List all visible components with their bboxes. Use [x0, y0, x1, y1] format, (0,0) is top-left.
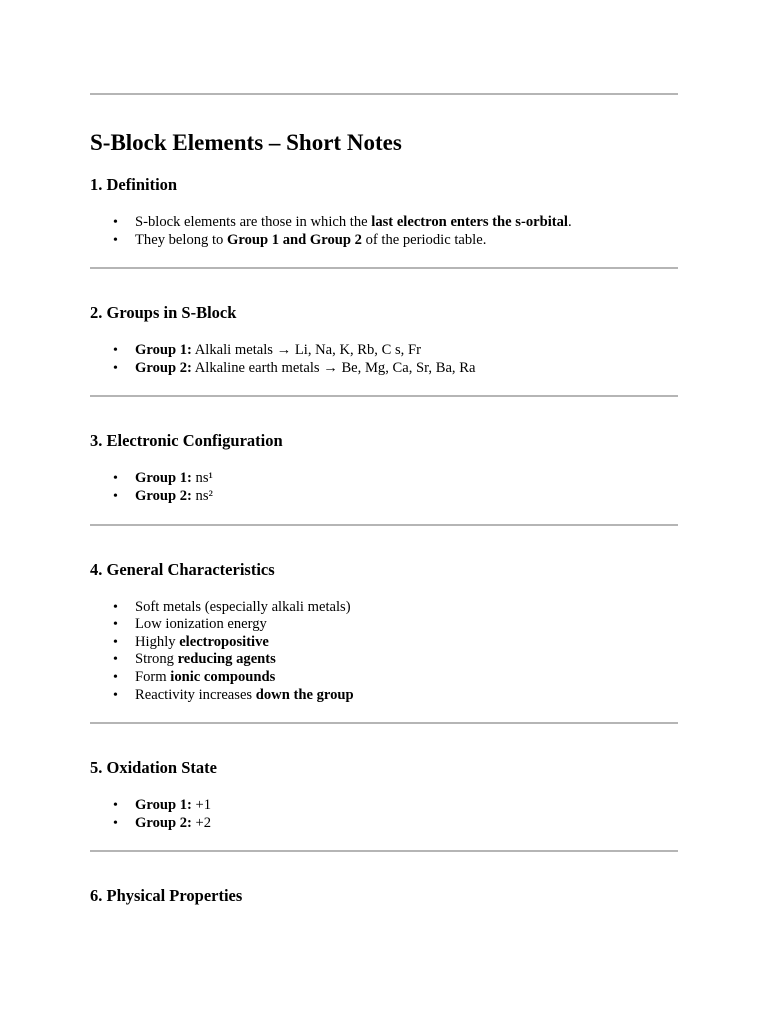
- item-text: Soft metals (especially alkali metals): [135, 598, 351, 615]
- item-text-suffix: ns²: [191, 487, 213, 504]
- item-text: Reactivity increases: [135, 686, 256, 703]
- item-text-suffix: Alkaline earth metals → Be, Mg, Ca, Sr, Ba, Ra: [191, 359, 476, 376]
- item-bold-text: reducing agents: [177, 651, 276, 668]
- list-item: [135, 599, 678, 617]
- section-heading: 1. Definition: [90, 175, 178, 194]
- item-bold-text: down the group: [255, 686, 354, 703]
- list-item: [135, 651, 678, 669]
- list-item: [135, 232, 678, 250]
- list-item: [135, 634, 678, 652]
- item-bold-text: ionic compounds: [170, 668, 276, 685]
- item-text-suffix: Alkali metals → Li, Na, K, Rb, C s, Fr: [191, 342, 421, 359]
- bullet-list: [90, 470, 678, 505]
- item-text: Highly: [135, 633, 180, 650]
- item-bold-text: Group 1 and Group 2: [227, 231, 362, 248]
- list-item: [135, 669, 678, 687]
- item-text: Form: [135, 668, 171, 685]
- item-bold-text: Group 1:: [135, 470, 192, 487]
- section-heading: 2. Groups in S-Block: [90, 303, 237, 323]
- item-text-suffix: +2: [191, 814, 212, 831]
- bullet-list: [90, 797, 678, 832]
- section-2: [90, 303, 678, 397]
- top-divider: [90, 93, 678, 95]
- item-text: They belong to: [135, 231, 228, 248]
- page-title: S-Block Elements – Short Notes: [90, 130, 402, 155]
- section-heading: 5. Oxidation State: [90, 758, 217, 778]
- document-page: [90, 0, 678, 906]
- item-bold-text: electropositive: [179, 633, 269, 650]
- item-text-suffix: .: [567, 214, 572, 230]
- list-item: [135, 616, 678, 634]
- list-item: [135, 214, 678, 232]
- item-bold-text: Group 2:: [135, 487, 192, 504]
- bullet-list: [90, 214, 678, 249]
- section-1: [90, 175, 678, 269]
- section-divider: [90, 395, 678, 397]
- section-heading: 6. Physical Properties: [90, 886, 243, 906]
- item-text-suffix: +1: [191, 797, 212, 814]
- list-item: [135, 797, 678, 815]
- list-item: [135, 488, 678, 506]
- item-text: Low ionization energy: [135, 616, 267, 633]
- section-5: [90, 758, 678, 852]
- section-3: [90, 431, 678, 525]
- item-bold-text: last electron enters the s-orbital: [371, 214, 568, 230]
- item-bold-text: Group 1:: [135, 342, 192, 359]
- item-text-suffix: of the periodic table.: [361, 231, 487, 248]
- section-divider: [90, 722, 678, 724]
- sections-container: [90, 175, 678, 906]
- bullet-list: [90, 342, 678, 377]
- list-item: [135, 470, 678, 488]
- item-bold-text: Group 2:: [135, 359, 192, 376]
- list-item: [135, 342, 678, 360]
- item-text: Strong: [135, 651, 178, 668]
- section-6: [90, 886, 678, 906]
- list-item: [135, 815, 678, 833]
- section-divider: [90, 267, 678, 269]
- item-bold-text: Group 1:: [135, 797, 192, 814]
- bullet-list: [90, 599, 678, 705]
- section-4: [90, 560, 678, 725]
- section-heading: 4. General Characteristics: [90, 559, 275, 579]
- item-text: S-block elements are those in which the: [135, 214, 372, 230]
- section-divider: [90, 524, 678, 526]
- list-item: [135, 360, 678, 378]
- item-bold-text: Group 2:: [135, 814, 192, 831]
- section-heading: 3. Electronic Configuration: [90, 431, 283, 451]
- list-item: [135, 687, 678, 705]
- item-text-suffix: ns¹: [191, 470, 213, 487]
- section-divider: [90, 850, 678, 852]
